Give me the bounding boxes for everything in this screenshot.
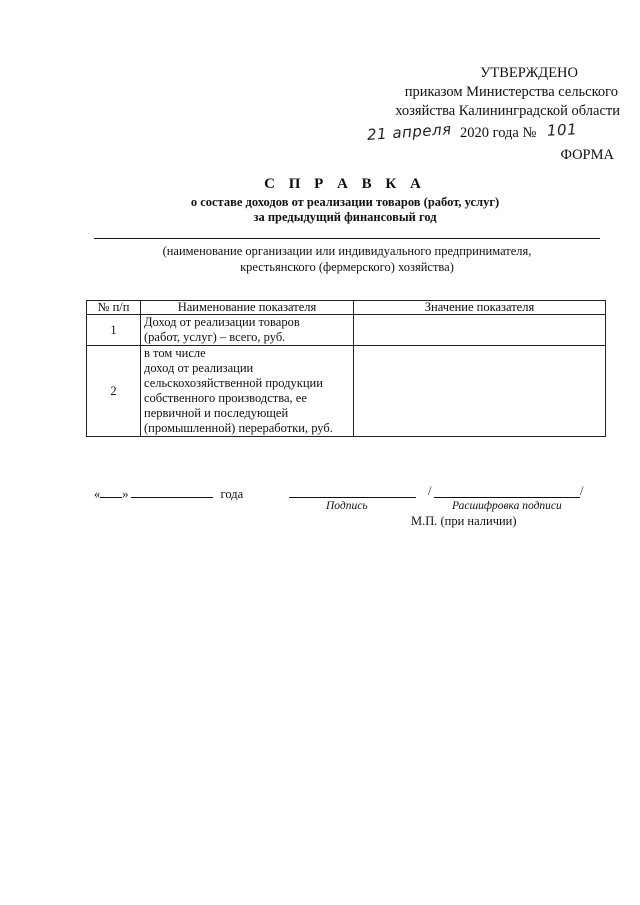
name-line: Доход от реализации товаров <box>144 315 300 329</box>
year-label: года <box>220 487 244 501</box>
month-blank[interactable] <box>131 486 213 498</box>
approval-ministry-line: хозяйства Калининградской области <box>395 103 620 119</box>
table-row <box>87 315 606 346</box>
organization-name-caption <box>94 243 600 275</box>
stamp-caption: М.П. (при наличии) <box>411 514 517 528</box>
signature-line[interactable] <box>289 497 416 498</box>
row-indicator-name <box>141 315 354 346</box>
approval-order-line: приказом Министерства сельского <box>404 84 618 100</box>
row-number: 1 <box>87 315 141 346</box>
indicators-table <box>86 300 606 437</box>
table-row <box>87 346 606 437</box>
approval-block <box>300 64 620 143</box>
slash-left: / <box>428 484 432 498</box>
day-blank[interactable] <box>100 486 122 498</box>
name-caption-line-1: (наименование организации или индивидуального предпринимателя, <box>162 244 532 258</box>
handwritten-order-number: 101 <box>546 120 578 140</box>
row-indicator-name <box>141 346 354 437</box>
signature-decode-caption: Расшифровка подписи <box>452 500 562 512</box>
document-title: С П Р А В К А <box>264 176 426 192</box>
signature-decode-line[interactable] <box>434 497 580 498</box>
name-line: доход от реализации <box>144 361 254 375</box>
name-line: сельскохозяйственной продукции <box>144 376 323 390</box>
document-subtitle <box>0 195 640 225</box>
form-label: ФОРМА <box>560 147 614 163</box>
row-indicator-value[interactable] <box>354 346 606 437</box>
name-line: (работ, услуг) – всего, руб. <box>144 330 286 344</box>
subtitle-line-1: о составе доходов от реализации товаров (работ, услуг) <box>190 195 500 209</box>
row-number: 2 <box>87 346 141 437</box>
approval-title: УТВЕРЖДЕНО <box>480 65 578 81</box>
header-indicator-value: Значение показателя <box>354 301 606 315</box>
signature-caption: Подпись <box>326 500 368 512</box>
name-line: в том числе <box>144 346 206 360</box>
handwritten-date: 21 апреля <box>366 120 453 144</box>
approval-year-number-label: 2020 года № <box>460 125 537 141</box>
approval-date-line <box>300 121 620 143</box>
name-line: первичной и последующей <box>144 406 289 420</box>
header-number: № п/п <box>87 301 141 315</box>
name-line: собственного производства, ее <box>144 391 307 405</box>
slash-right: / <box>580 484 584 498</box>
name-caption-line-2: крестьянского (фермерского) хозяйства) <box>240 260 454 274</box>
name-line: (промышленной) переработки, руб. <box>144 421 333 435</box>
signature-date <box>94 486 243 502</box>
subtitle-line-2: за предыдущий финансовый год <box>253 210 437 224</box>
organization-name-line[interactable] <box>94 238 600 239</box>
quote-close: » <box>122 487 129 501</box>
quote-open: « <box>94 487 101 501</box>
row-indicator-value[interactable] <box>354 315 606 346</box>
header-indicator-name: Наименование показателя <box>141 301 354 315</box>
table-header-row <box>87 301 606 315</box>
